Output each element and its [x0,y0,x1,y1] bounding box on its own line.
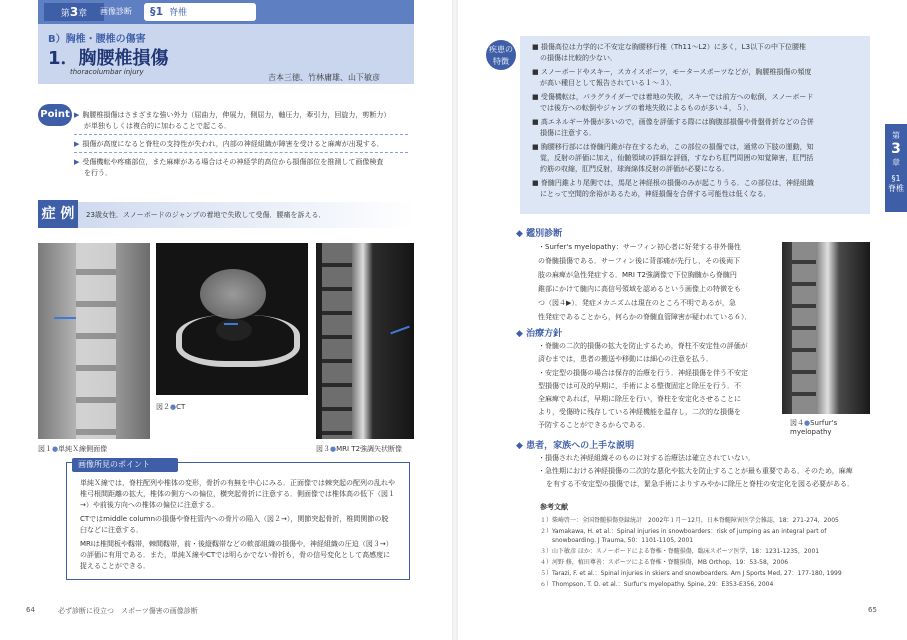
caption-num: 図２ [156,403,170,411]
family-heading: ◆ 患者，家族への上手な説明 [516,441,635,451]
caption-fig3: 図３●MRI T2強調矢状断像 [316,445,403,453]
ct-image [156,243,308,395]
divider [74,152,408,153]
caption-text: CT [176,403,186,411]
ref-item: ３）山下敏彦 ほか：スノーボードによる脊椎・脊髄損傷，臨床スポーツ医学，18：1231-1235，2001 [540,548,820,555]
section-title: 脊椎 [169,8,188,18]
xray-lateral-image [38,243,150,439]
case-label: 症 例 [38,200,78,228]
findings-line: CTではmiddle columnの損傷や脊柱管内への骨片の陥入（図２→），関節突起骨折，椎間関節の脱 [80,515,389,523]
diff-title: 鑑別診断 [526,229,563,239]
findings-title: 画像所見のポイント [72,458,178,472]
feature-line: の損傷は比較的少ない． [540,54,617,62]
caption-fig4: 図４●Surfur's myelopathy [790,419,838,436]
feature-text: 受傷機転は，パラグライダーでは着地の失敗，スキーでは前方への転倒，スノーボード [540,93,814,101]
feature-line: 覚，反射の評価に加え，仙髄領域の詳細な評価，すなわち肛門周囲の知覚障害，肛門括 [540,154,814,162]
feature-line: 損傷に注意する． [540,129,596,137]
diff-heading: ◆ 鑑別診断 [516,229,563,239]
right-page-number: 65 [868,606,877,614]
chapter-suffix: 章 [78,9,88,19]
findings-line: 臼などに注意する． [80,526,143,534]
feature-text: 胸腰移行部には脊髄円錐が存在するため，この部位の損傷では，通常の下肢の運動，知 [540,143,814,151]
ref-item: ５）Tarazi, F. et al.：Spinal injuries in skiers and snowboarders. Am J Sports Med, 27：177-180, 1999 [540,570,842,577]
treat-line: ・脊髄の二次的損傷の拡大を防止するため，脊柱不安定性の評価が [538,342,748,350]
footer-title: 必ず診断に役立つ スポーツ傷害の画像診断 [58,607,198,615]
feature-text: 高エネルギー外傷が多いので，画像を評価する際には胸腹部損傷や骨盤骨折などの合併 [540,118,814,126]
point-line-3 [74,139,412,150]
feature-badge [486,40,516,70]
diff-line: ・Surfer's myelopathy：サーフィン初心者に好発する非外傷性 [538,243,741,251]
side-tab-section-label: 脊椎 [888,184,904,193]
feature-label-2: 特徴 [493,57,509,66]
feature-line: では後方への転倒やジャンプの着地失敗によるものが多い４，５）． [540,104,754,112]
authors: 吉本三徳、竹林庸雄、山下敏彦 [268,73,380,82]
case-text: 23歳女性．スノーボードのジャンプの着地で失敗して受傷．腰痛を訴える． [86,211,326,219]
family-line: ・損傷された神経組織そのものに対する治療法は確立されていない． [538,454,755,462]
side-tab-chapter: 章 [892,158,900,167]
feature-line: 約筋の収縮，肛門反射，球海綿体反射の評価が必要になる． [540,165,729,173]
side-tab-number: 3 [891,141,901,157]
ref-item: snowboarding. J Trauma, 50：1101-1105, 2001 [540,537,694,544]
caption-num: 図３ [316,445,330,453]
triangle-icon: ▶ [74,111,80,119]
caption-text: Surfur's myelopathy [790,419,838,436]
triangle-icon: ▶ [74,140,80,148]
page-fold [452,0,458,640]
chapter-number: 3 [69,5,79,19]
triangle-icon: ▶ [74,158,80,166]
diff-line: 錐部にかけて髄内に高信号領域を認めるという画像上の特徴をも [538,285,741,293]
chapter-side-tab [885,124,907,212]
diff-line: つ（図４▶）．発症メカニズムは現在のところ不明であるが，急 [538,299,736,307]
findings-line: 椎弓根間距離の拡大，椎体の側方への偏位，横突起骨折に注意する．側面像では椎体高の低下（図１ [80,490,395,498]
chapter-prefix: 第 [60,9,70,19]
point-text: 胸腰椎損傷はさまざまな強い外力（屈曲力，伸展力，側屈力，軸圧力，牽引力，回旋力，剪断力） [82,111,391,119]
point-line-5: を行う． [84,169,112,177]
diff-line: の脊髄損傷である．サーフィン後に背部痛が先行し，その後両下 [538,257,741,265]
divider [74,134,408,135]
treat-line: より，受傷時に残存している神経機能を温存し，二次的な損傷を [538,408,741,416]
feature-text: 脊髄円錐より尾側では，馬尾と神経根の損傷のみが起こりうる．この部位は，神経組織 [540,179,814,187]
findings-line: MRIは椎間板や靱帯，棘間靱帯，前・後縦靱帯などの軟部組織の損傷や，神経組織の圧迫（図３→） [80,540,393,548]
treat-line: 全麻痺であれば，早期に除圧を行い，脊柱を安定化させることに [538,395,741,403]
ref-item: １）柴崎啓一：全国脊髄損傷登録統計 2002年１月～12月，日本脊髄障害医学会雑誌，18：271-274，2005 [540,517,839,524]
diff-line: 肢の麻痺が急性発症する．MRI T2強調像で下位胸髄から脊髄円 [538,271,737,279]
chapter-subtitle: 画像診断 [100,7,132,16]
feature-line: ■ スノーボードやスキー，スカイスポーツ，モータースポーツなどが，胸腰椎損傷の頻度 [532,68,812,76]
feature-label-1: 疾患の [489,45,513,54]
point-badge: Point [38,104,72,126]
caption-text: 単純Ｘ線側面像 [58,445,108,453]
point-text: 受傷機転や疼痛部位，また麻痺がある場合はその神経学的高位から損傷部位を推測して画像検査 [82,158,384,166]
findings-line: 単純Ｘ線では，脊柱配列や椎体の変形，骨折の有無を中心にみる．正面像では棘突起の配列の乱れや [80,479,395,487]
point-text: 損傷が高度になると脊柱の支持性が失われ，内部の神経組織が障害を受けると麻痺が出現する． [82,140,384,148]
mri-sagittal-image [316,243,414,439]
caption-num: 図４ [790,419,804,427]
caption-fig1: 図１●単純Ｘ線側面像 [38,445,108,453]
feature-line: ■ 高エネルギー外傷が多いので，画像を評価する際には胸腹部損傷や骨盤骨折などの合併 [532,118,814,126]
family-line: ・急性期における神経損傷の二次的な悪化や拡大を防止することが最も重要である．そのため，麻痺 [538,467,853,475]
findings-line: の評価に有用である．また，単純Ｘ線やCTでは明らかでない骨折も，骨の信号変化として高感度に [80,551,391,559]
feature-line: ■ 損傷高位は力学的に不安定な胸腰移行椎（Th11～L2）に多く，L3以下の中下位腰椎 [532,43,807,51]
fig4-mri-image [782,242,870,414]
point-line-1 [74,110,412,121]
feature-text: スノーボードやスキー，スカイスポーツ，モータースポーツなどが，胸腰椎損傷の頻度 [540,68,812,76]
article-subtitle-en: thoracolumbar injury [70,68,144,76]
caption-num: 図１ [38,445,52,453]
findings-line: →）や前後方向への椎体の偏位に注意する． [80,501,219,509]
family-line: を有する不安定型の損傷では，緊急手術によりすみやかに除圧と脊柱の安定化を図る必要がある． [546,480,854,488]
point-line-2: が単独もしくは複合的に加わることで起こる． [84,122,231,130]
ref-item: ２）Yamakawa, H. et al.：Spinal injuries in snowboarders：risk of jumping as an integral part of [540,528,827,535]
feature-line: ■ 胸腰移行部には脊髄円錐が存在するため，この部位の損傷では，通常の下肢の運動，知 [532,143,814,151]
ref-item: ４）河野 修，植田尊善：スポーツによる脊椎・脊髄損傷，MB Orthop，19：53-58，2006 [540,559,789,566]
chapter-label [44,3,104,21]
arrow-indicator [54,317,76,319]
family-title: 患者，家族への上手な説明 [526,441,635,451]
refs-title: 参考文献 [540,503,568,511]
feature-line: ■ 受傷機転は，パラグライダーでは着地の失敗，スキーでは前方への転倒，スノーボード [532,93,814,101]
treat-heading: ◆ 治療方針 [516,329,563,339]
feature-text: 損傷高位は力学的に不安定な胸腰移行椎（Th11～L2）に多く，L3以下の中下位腰椎 [540,43,807,51]
feature-line: にとって空間的余裕があるため，神経損傷を合併する可能性は低くなる． [540,190,771,198]
ref-item: ６）Thompson, T. D. et al.：Surfur's myelopathy. Spine, 29：E353-E356, 2004 [540,581,774,588]
part-heading: B）胸椎・腰椎の傷害 [48,34,146,45]
treat-line: 型損傷では可及的早期に，手術による整復固定と除圧を行う．不 [538,382,741,390]
feature-line: ■ 脊髄円錐より尾側では，馬尾と神経根の損傷のみが起こりうる．この部位は，神経組織 [532,179,814,187]
caption-text: MRI T2強調矢状断像 [336,445,403,453]
section-label [144,3,256,21]
article-title: 1．胸腰椎損傷 [48,48,169,69]
feature-line: が高い種目として報告されている１～３）． [540,79,677,87]
treat-line: 予防することができるからである． [538,421,650,429]
diff-line: 性発症であることから，何らかの脊髄血管障害が疑われている６）． [538,313,752,321]
treat-line: ・安定型の損傷の場合は保存的治療を行う．神経損傷を伴う不安定 [538,369,748,377]
treat-line: 済むまでは，患者の搬送や移動には細心の注意を払う． [538,355,713,363]
left-page-number: 64 [26,606,35,614]
treat-title: 治療方針 [526,329,563,339]
side-tab-top: 第 [892,131,900,140]
point-line-4 [74,157,412,168]
caption-fig2: 図２●CT [156,403,186,411]
side-tab-section: §1 [891,174,901,183]
section-number: §1 [150,5,164,18]
findings-line: 捉えることができる． [80,562,150,570]
